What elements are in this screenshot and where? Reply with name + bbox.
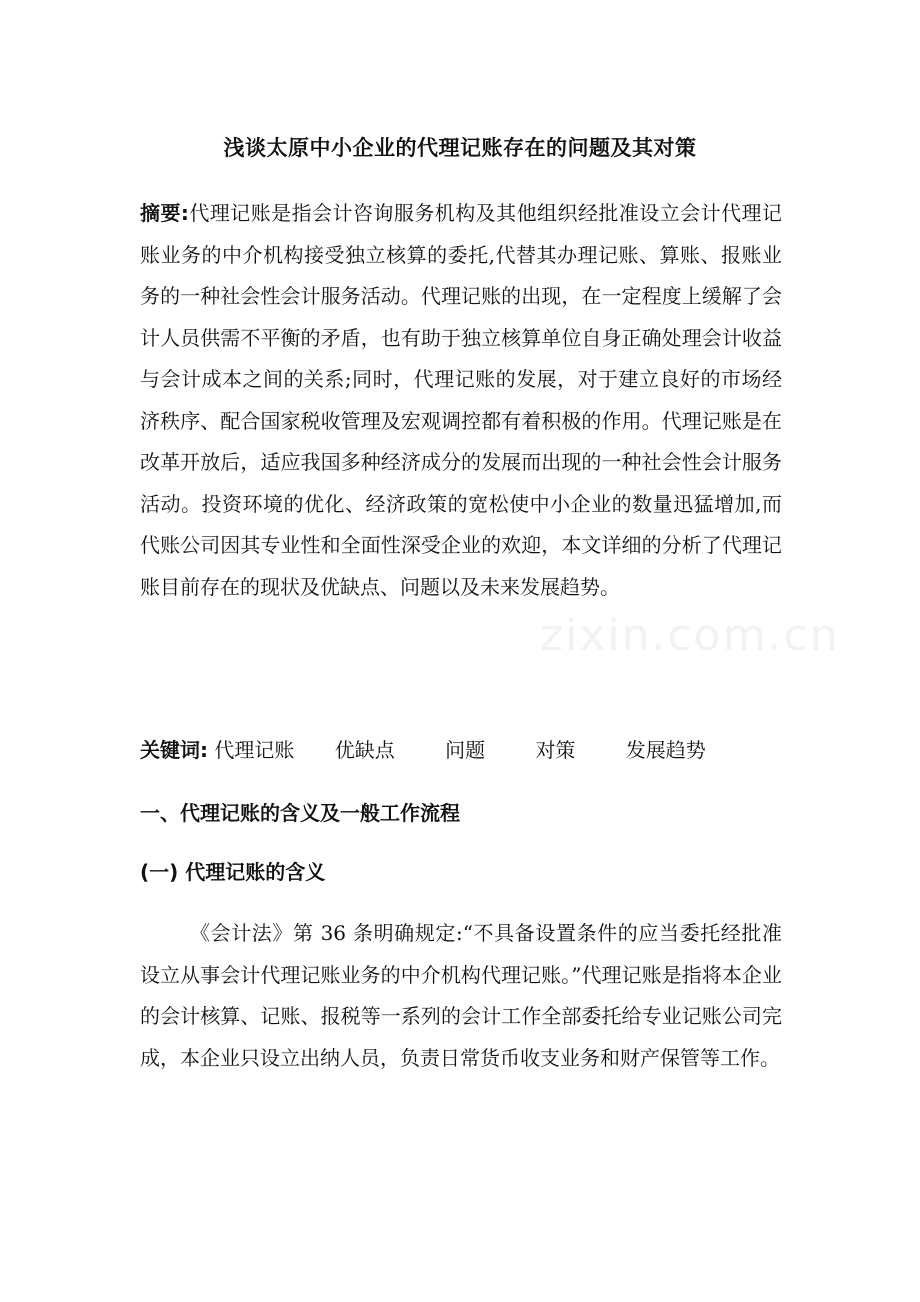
abstract-label: 摘要: — [140, 201, 189, 225]
subsection-heading: (一) 代理记账的含义 — [140, 860, 326, 884]
document-title: 浅谈太原中小企业的代理记账存在的问题及其对策 — [223, 136, 697, 160]
abstract-paragraph — [140, 193, 782, 608]
abstract-text: 代理记账是指会计咨询服务机构及其他组织经批准设立会计代理记账业务的中介机构接受独立核算的委托,代替其办理记账、算账、报账业务的一种社会性会计服务活动。代理记账的出现，在一定程度上缓解了会计人员供需不平衡的矛盾，也有助于独立核算单位自身正确处理会计收益与会计成本之间的关系;同时，代理记账的发展，对于建立良好的市场经济秩序、配合国家税收管理及宏观调控都有着积极的作用。代理记账是在改革开放后，适应我国多种经济成分的发展而出现的一种社会性会计服务活动。投资环境的优化、经济政策的宽松使中小企业的数量迅猛增加,而代账公司因其专业性和全面性深受企业的欢迎，本文详细的分析了代理记账目前存在的现状及优缺点、问题以及未来发展趋势。 — [140, 201, 783, 599]
keyword: 对策 — [535, 738, 576, 762]
body-paragraph: 《会计法》第 36 条明确规定:“不具备设置条件的应当委托经批准设立从事会计代理记账业务的中介机构代理记账。”代理记账是指将本企业的会计核算、记账、报税等一系列的会计工作全部委托给专业记账公司完成，本企业只设立出纳人员，负责日常货币收支业务和财产保管等工作。 — [140, 921, 782, 1070]
section-heading: 一、代理记账的含义及一般工作流程 — [140, 801, 460, 825]
keyword: 发展趋势 — [625, 738, 706, 762]
watermark: zixin.com.cn — [540, 610, 840, 661]
keyword: 优缺点 — [334, 738, 395, 762]
keyword: 代理记账 — [214, 738, 295, 762]
keywords-label: 关键词: — [140, 738, 208, 762]
keyword: 问题 — [445, 738, 486, 762]
keywords-line — [140, 733, 782, 767]
